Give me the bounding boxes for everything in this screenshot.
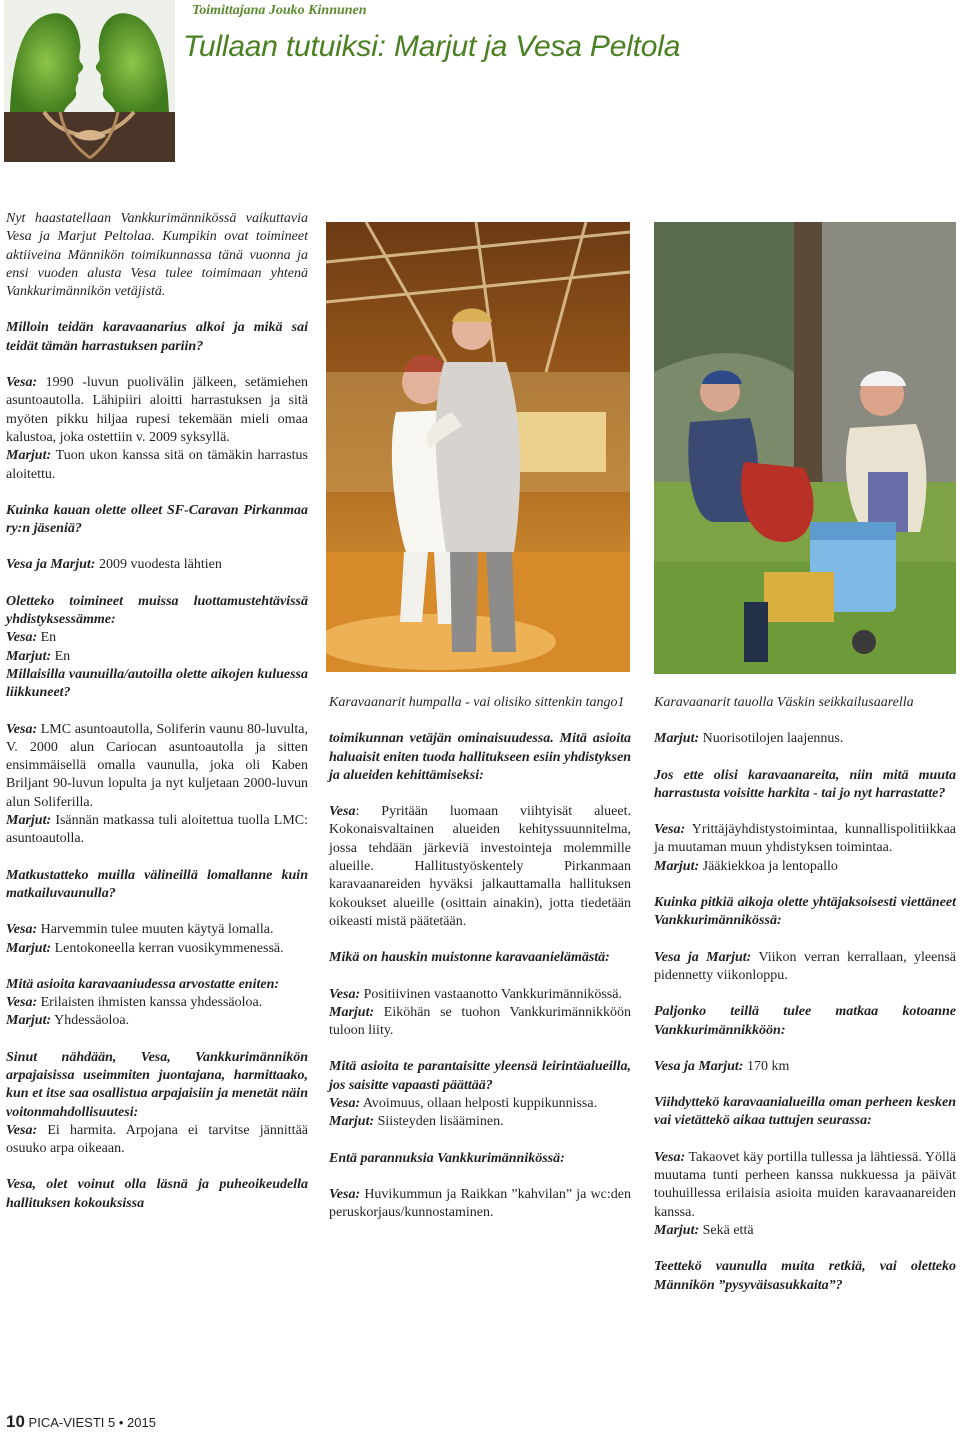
paragraph-gap (6, 903, 308, 921)
interview-answer (654, 1222, 956, 1240)
speaker-label: Vesa: (6, 630, 38, 646)
interview-question: Viihdyttekö karavaanialueilla oman perheen kesken vai vietättekö aikaa tuttujen seurassa: (654, 1095, 956, 1129)
speaker-label: Marjut: (6, 648, 52, 664)
interview-answer (6, 629, 308, 647)
answer-text: Siisteyden lisääminen. (374, 1114, 504, 1130)
speaker-label: Vesa: (329, 986, 361, 1002)
photo-dancing-couple (326, 222, 630, 672)
answer-text: Erilaisten ihmisten kanssa yhdessäoloa. (37, 995, 263, 1011)
answer-text: 170 km (743, 1058, 790, 1074)
interview-answer (6, 812, 308, 849)
speaker-label: Marjut: (6, 1013, 52, 1029)
interview-question: Millaisilla vaunuilla/autoilla olette aikojen kuluessa liikkuneet? (6, 666, 308, 701)
interview-question: Sinut nähdään, Vesa, Vankkurimännikön arpajaisissa useimmiten juontajana, harmittaako, kun et itse saa osallistua arpajaisiin ja menetät näin voitonmahdollisuutesi: (6, 1049, 308, 1120)
answer-text: En (37, 630, 57, 646)
speaker-label: Vesa: (654, 1149, 686, 1165)
interview-question: Vesa, olet voinut olla läsnä ja puheoikeudella hallituksen kokouksissa (6, 1177, 308, 1211)
paragraph-gap (329, 1168, 631, 1186)
paragraph-gap (654, 876, 956, 894)
answer-text: Tuon ukon kanssa sitä on tämäkin harrastus aloitettu. (6, 448, 308, 482)
interview-question: Teettekö vaunulla muita retkiä, vai oletteko Männikön ”pysyväisasukkaita”? (654, 1259, 956, 1293)
interview-answer (6, 447, 308, 484)
speaker-label: Vesa: (329, 1096, 361, 1112)
interview-question: Matkustatteko muilla välineillä lomallanne kuin matkailuvaunulla? (6, 867, 308, 901)
editor-credit: Toimittajana Jouko Kinnunen (192, 3, 367, 18)
interview-answer (6, 556, 308, 574)
interview-answer (6, 374, 308, 447)
interview-answer (329, 1095, 631, 1113)
interview-question: Oletteko toimineet muissa luottamustehtävissä yhdistyksessämme: (6, 593, 308, 628)
answer-text: Jääkiekkoa ja lentopallo (699, 858, 838, 874)
speaker-label: Vesa ja Marjut: (6, 557, 96, 573)
speaker-label: Vesa: (6, 1122, 38, 1138)
article-column-middle (329, 694, 631, 1223)
answer-text: : Pyritään luomaan viihtyisät alueet. Kokonaisvaltainen alueiden kehityssuunnitelma, jossa tehdään järkeviä investointeja molemmille alueille. Hallitustyöskentely Pirkanmaan karavaanareiden hyväksi jalkauttamalla hallituksen kokoukset alueille (osittain ainakin), jotta tiedetään oikeasti mistä päätetään. (329, 804, 631, 929)
paragraph-gap (6, 849, 308, 867)
speaker-label: Vesa: (6, 375, 38, 391)
page-footer (6, 1412, 156, 1432)
speaker-label: Vesa: (329, 1186, 361, 1202)
interview-answer (329, 1186, 631, 1223)
speaker-label: Vesa ja Marjut: (654, 949, 752, 965)
paragraph-gap (6, 484, 308, 502)
interview-answer (654, 1058, 956, 1076)
interview-answer (329, 1113, 631, 1131)
answer-text: Positiivinen vastaanotto Vankkurimännikössä. (360, 986, 622, 1002)
speaker-label: Vesa ja Marjut: (654, 1058, 744, 1074)
paragraph-gap (654, 931, 956, 949)
answer-text: 2009 vuodesta lähtien (95, 557, 222, 573)
paragraph-gap (329, 931, 631, 949)
speaker-label: Marjut: (654, 731, 700, 747)
photo-caption: Karavaanarit tauolla Väskin seikkailusaarella (654, 695, 914, 710)
interview-answer (654, 1149, 956, 1222)
interview-answer (6, 1012, 308, 1030)
paragraph-gap (329, 1040, 631, 1058)
article-intro: Nyt haastatellaan Vankkurimännikössä vaikuttavia Vesa ja Marjut Peltolaa. Kumpikin ovat toimineet aktiiveina Männikön toimikunnassa tänä vuonna ja ensi vuoden alusta Vesa tulee toimimaan yhtenä Vankkurimännikön vetäjistä. (6, 211, 308, 300)
paragraph-gap (654, 1040, 956, 1058)
photo-campers-resting (654, 222, 956, 674)
answer-text: Harvemmin tulee muuten käytyä lomalla. (37, 922, 274, 938)
paragraph-gap (654, 1131, 956, 1149)
speaker-label: Marjut: (6, 813, 52, 829)
speaker-label: Marjut: (329, 1004, 375, 1020)
speaker-label: Vesa: (654, 822, 686, 838)
answer-text: Isännän matkassa tuli aloitettua tuolla LMC: asuntoautolla. (6, 813, 308, 847)
paragraph-gap (6, 1031, 308, 1049)
interview-question: Jos ette olisi karavaanareita, niin mitä muuta harrastusta voisitte harkita - tai jo nyt harrastatte? (654, 767, 956, 801)
article-column-right (654, 694, 956, 1295)
publication-name: PICA-VIESTI 5 • 2015 (28, 1415, 156, 1430)
paragraph-gap (654, 749, 956, 767)
interview-answer (6, 921, 308, 939)
answer-text: Huvikummun ja Raikkan ”kahvilan” ja wc:den peruskorjaus/kunnostaminen. (329, 1186, 631, 1221)
paragraph-gap (329, 968, 631, 986)
paragraph-gap (654, 985, 956, 1003)
paragraph-gap (6, 958, 308, 976)
article-column-left (6, 210, 308, 1213)
paragraph-gap (654, 1240, 956, 1258)
page-number: 10 (6, 1412, 25, 1431)
tree-heads-logo (4, 0, 175, 162)
interview-answer (329, 1004, 631, 1041)
interview-question: Paljonko teillä tulee matkaa kotoanne Vankkurimännikköön: (654, 1004, 956, 1038)
answer-text: Takaovet käy portilla tullessa ja lähtiessä. Yöllä muutama tunti perheen kanssa nukkuessa ja päivät touhuillessa erilaisia asioita muiden karavaanareiden kanssa. (654, 1149, 956, 1220)
speaker-label: Vesa: (6, 922, 38, 938)
paragraph-gap (6, 356, 308, 374)
interview-question: Kuinka pitkiä aikoja olette yhtäjaksoisesti viettäneet Vankkurimännikössä: (654, 895, 956, 929)
paragraph-gap (6, 301, 308, 319)
dancing-couple-image (326, 222, 630, 672)
interview-question: Mitä asioita te parantaisitte yleensä leirintäalueilla, jos saisitte vapaasti päättää? (329, 1059, 631, 1093)
photo-caption: Karavaanarit humpalla - vai olisiko sittenkin tango1 (329, 695, 625, 710)
interview-answer (6, 1122, 308, 1159)
answer-text: LMC asuntoautolla, Soliferin vaunu 80-luvulta, V. 2000 alun Cariocan asuntoautolla ja sitten ensimmäisellä omalla vaunulla, joka oli Kaben Briljant 90-luvun lopulta ja nyt kuljetaan 2000-luvun alun Soliferilla. (6, 721, 308, 810)
campers-resting-image (654, 222, 956, 674)
article-title: Tullaan tutuiksi: Marjut ja Vesa Peltola (183, 30, 681, 63)
interview-answer (6, 940, 308, 958)
interview-question: Mitä asioita karavaaniudessa arvostatte eniten: (6, 976, 280, 992)
speaker-label: Marjut: (6, 940, 52, 956)
interview-question: Milloin teidän karavaanarius alkoi ja mikä sai teidät tämän harrastuksen pariin? (6, 320, 308, 354)
answer-text: Sekä että (699, 1222, 754, 1238)
answer-text: Viikon verran kerrallaan, yleensä pidennetty viikonloppu. (654, 949, 956, 983)
interview-answer (654, 730, 956, 748)
paragraph-gap (6, 575, 308, 593)
answer-text: Yrittäjäyhdistystoimintaa, kunnallispolitiikkaa ja muutaman muun yhdistyksen toimintaa. (654, 822, 956, 856)
paragraph-gap (6, 1158, 308, 1176)
paragraph-gap (654, 712, 956, 730)
interview-answer (329, 803, 631, 931)
interview-answer (6, 721, 308, 812)
answer-text: Eiköhän se tuohon Vankkurimännikköön tuloon liity. (329, 1004, 631, 1039)
speaker-label: Vesa: (6, 721, 38, 737)
interview-question: Entä parannuksia Vankkurimännikössä: (329, 1150, 565, 1166)
answer-text: Avoimuus, ollaan helposti kuppikunnissa. (360, 1096, 598, 1112)
interview-question: toimikunnan vetäjän ominaisuudessa. Mitä asioita haluaisit eniten tuoda hallitukseen esiin yhdistyksen ja alueiden kehittämiseksi: (329, 731, 631, 783)
speaker-label: Marjut: (654, 858, 700, 874)
interview-answer (6, 648, 308, 666)
paragraph-gap (329, 712, 631, 730)
tree-heads-logo-image (4, 0, 175, 162)
speaker-label: Marjut: (654, 1222, 700, 1238)
answer-text: Lentokoneella kerran vuosikymmenessä. (51, 940, 284, 956)
interview-answer (6, 994, 308, 1012)
interview-question: Kuinka kauan olette olleet SF-Caravan Pirkanmaa ry:n jäseniä? (6, 502, 308, 537)
answer-text: En (51, 648, 71, 664)
answer-text: Nuorisotilojen laajennus. (699, 731, 844, 747)
answer-text: 1990 -luvun puolivälin jälkeen, setämiehen asuntoautolla. Lähipiiri aloitti harrastuksen ja sitä myöten pikku hiljaa rupesi tekemään mieli omaa kalustoa, joka ostettiin v. 2009 syksyllä. (6, 375, 308, 445)
interview-answer (654, 949, 956, 986)
speaker-label: Vesa (329, 804, 356, 820)
speaker-label: Vesa: (6, 995, 38, 1011)
speaker-label: Marjut: (329, 1114, 375, 1130)
answer-text: Yhdessäoloa. (51, 1013, 130, 1029)
interview-answer (654, 821, 956, 858)
interview-answer (654, 858, 956, 876)
answer-text: Ei harmita. Arpojana ei tarvitse jännittää osuuko arpa oikeaan. (6, 1122, 308, 1157)
paragraph-gap (6, 538, 308, 556)
interview-answer (329, 986, 631, 1004)
paragraph-gap (6, 703, 308, 721)
paragraph-gap (654, 803, 956, 821)
interview-question: Mikä on hauskin muistonne karavaanielämästä: (329, 950, 610, 966)
paragraph-gap (329, 785, 631, 803)
paragraph-gap (654, 1076, 956, 1094)
paragraph-gap (329, 1132, 631, 1150)
speaker-label: Marjut: (6, 448, 52, 464)
